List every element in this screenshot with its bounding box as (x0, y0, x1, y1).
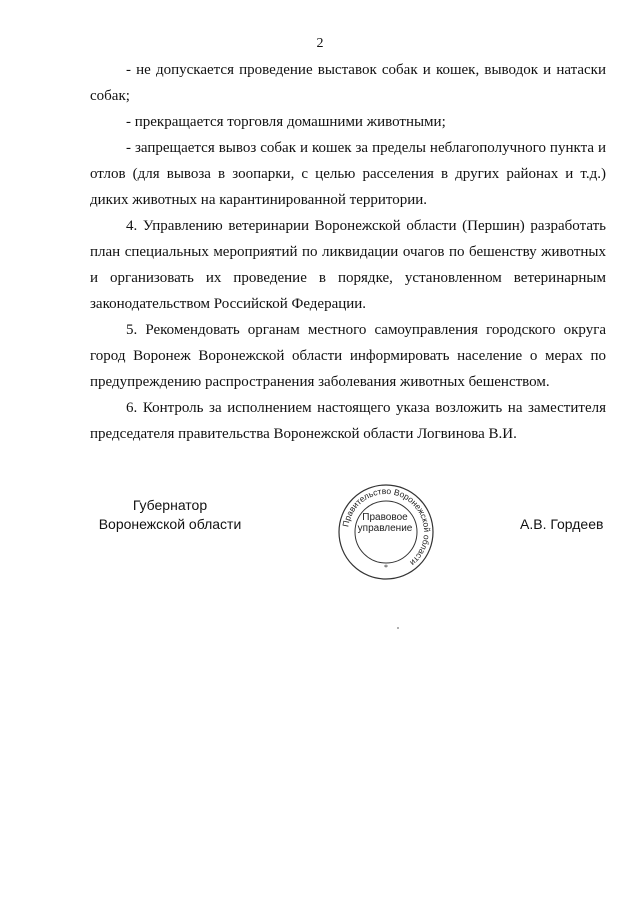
stamp-inner-line2: управление (357, 523, 413, 534)
page-number: 2 (316, 36, 324, 51)
svg-text:*: * (384, 563, 388, 572)
signature-block (0, 485, 640, 596)
svg-text:Правительство Воронежской обла: Правительство Воронежской области (340, 485, 433, 569)
document-body (90, 57, 606, 447)
scan-speck (397, 627, 399, 629)
paragraph-no-exhibitions: - не допускается проведение выставок собак и кошек, выводок и натаски собак; (90, 62, 606, 104)
official-stamp (336, 482, 436, 582)
stamp-inner-line1: Правовое (362, 512, 408, 523)
signatory-title (90, 496, 250, 534)
paragraph-no-pet-trade: - прекращается торговля домашними животными; (126, 114, 446, 130)
paragraph-item-4: 4. Управлению ветеринарии Воронежской области (Першин) разработать план специальных мероприятий по ликвидации очагов по бешенству животных и организовать их проведение в порядке, установленном ветеринарным законодательством Российской Федерации. (90, 218, 606, 312)
signatory-title-line2: Воронежской области (98, 516, 242, 532)
paragraph-item-5: 5. Рекомендовать органам местного самоуправления городского округа город Воронеж Воронежской области информировать население о мерах по предупреждению распространения заболевания животных бешенством. (90, 322, 606, 390)
signatory-title-line1: Губернатор (132, 497, 208, 513)
stamp-inner-text (354, 512, 416, 534)
signatory-name: А.В. Гордеев (520, 516, 604, 532)
paragraph-item-6: 6. Контроль за исполнением настоящего указа возложить на заместителя председателя правительства Воронежской области Логвинова В.И. (90, 400, 606, 442)
paragraph-export-ban: - запрещается вывоз собак и кошек за пределы неблагополучного пункта и отлов (для вывоза в зоопарки, с целью расселения в других районах и т.д.) диких животных на карантинированной территории. (90, 140, 606, 208)
